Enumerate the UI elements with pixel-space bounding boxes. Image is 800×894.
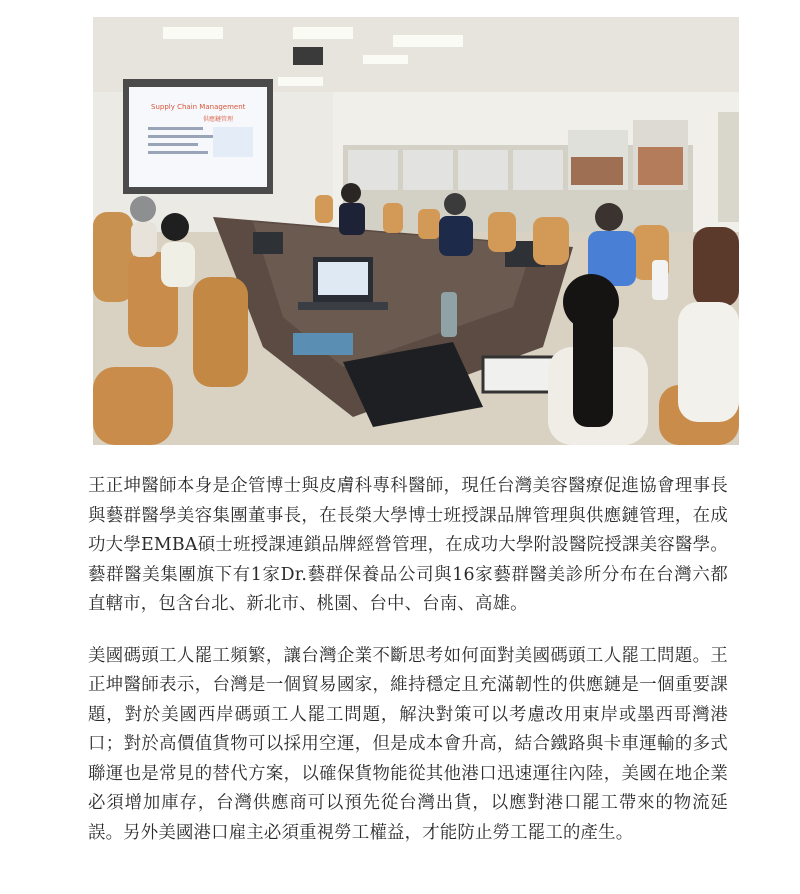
article-paragraph-2: 美國碼頭工人罷工頻繁，讓台灣企業不斷思考如何面對美國碼頭工人罷工問題。王正坤醫師表示，台灣是一個貿易國家，維持穩定且充滿韌性的供應鏈是一個重要課題，對於美國西岸碼頭工人罷工問題，解決對策可以考慮改用東岸或墨西哥灣港口；對於高價值貨物可以採用空運，但是成本會升高，結合鐵路與卡車運輸的多式聯運也是常見的替代方案，以確保貨物能從其他港口迅速運往內陸，美國在地企業必須增加庫存，台灣供應商可以預先從台灣出貨，以應對港口罷工帶來的物流延誤。另外美國港口雇主必須重視勞工權益，才能防止勞工罷工的產生。 <box>88 645 728 843</box>
screen-subtitle: 供應鏈管理 <box>203 116 234 123</box>
meeting-room-illustration <box>93 17 739 445</box>
article-paragraph-1: 王正坤醫師本身是企管博士與皮膚科專科醫師，現任台灣美容醫療促進協會理事長與藝群醫學美容集團董事長，在長榮大學博士班授課品牌管理與供應鏈管理，在成功大學EMBA碩士班授課連鎖品牌經營管理，在成功大學附設醫院授課美容醫學。藝群醫美集團旗下有1家Dr.藝群保養品公司與16家藝群醫美診所分布在台灣六都直轄市，包含台北、新北市、桃園、台中、台南、高雄。 <box>88 476 728 614</box>
meeting-photo <box>93 17 739 445</box>
screen-title: Supply Chain Management <box>151 103 246 111</box>
article-body <box>88 472 728 870</box>
